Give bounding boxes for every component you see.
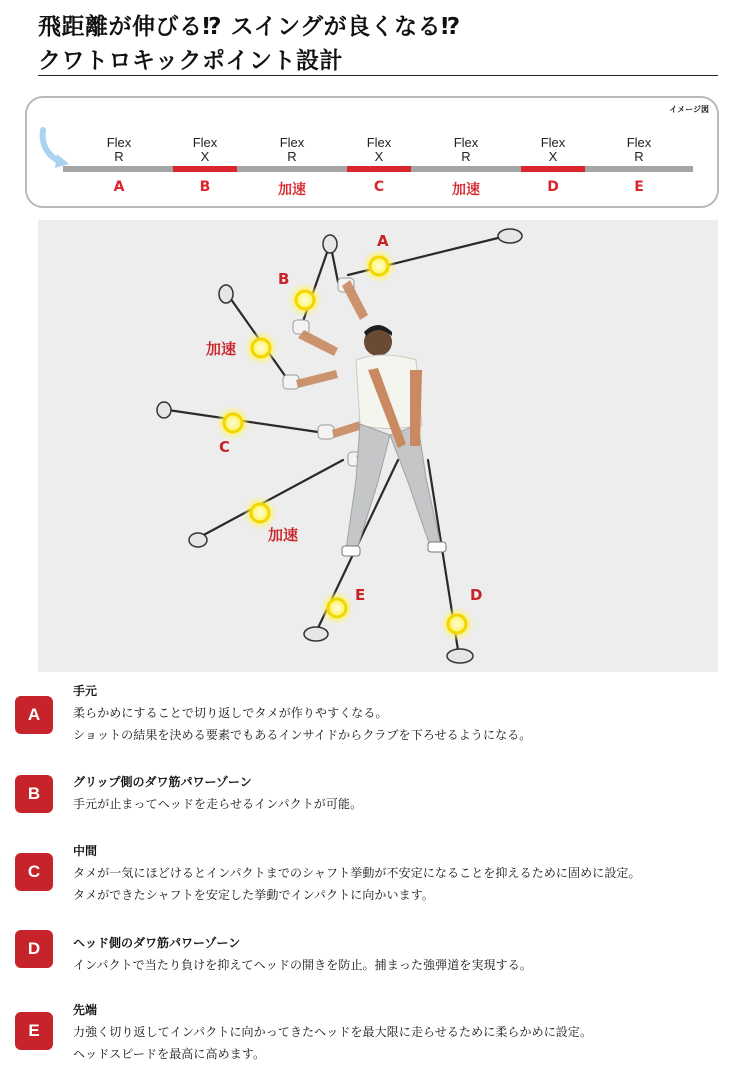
curved-arrow-icon xyxy=(37,126,71,170)
flex-diagram xyxy=(25,96,719,208)
swing-sequence-image xyxy=(38,220,718,672)
image-note: イメージ図 xyxy=(669,105,709,114)
zone-label-d: D xyxy=(547,179,559,195)
description-line: タメが一気にほどけるとインパクトまでのシャフト挙動が不安定になることを抑えるために固めに設定。 xyxy=(73,866,641,880)
flex-label: Flex X xyxy=(192,135,218,164)
flex-label: Flex R xyxy=(106,135,132,164)
description-line: ヘッドスピードを最高に高めます。 xyxy=(73,1047,266,1061)
badge-d: D xyxy=(15,930,53,968)
description-line: ショットの結果を決める要素でもあるインサイドからクラブを下ろせるようになる。 xyxy=(73,728,532,742)
photo-label-b: B xyxy=(278,270,290,288)
stiff-segment-b xyxy=(173,166,237,172)
headline-divider xyxy=(38,75,718,76)
description-line: タメができたシャフトを安定した挙動でインパクトに向かいます。 xyxy=(73,888,434,902)
headline-question: 飛距離が伸びる⁉ スイングが良くなる⁉ xyxy=(38,14,461,40)
flex-label: Flex X xyxy=(366,135,392,164)
description-title: 手元 xyxy=(73,684,98,698)
stiff-segment-c xyxy=(347,166,411,172)
flex-label: Flex R xyxy=(626,135,652,164)
photo-label-e: E xyxy=(355,586,366,604)
description-line: 手元が止まってヘッドを走らせるインパクトが可能。 xyxy=(73,797,363,811)
description-line: 力強く切り返してインパクトに向かってきたヘッドを最大限に走らせるために柔らかめに設定。 xyxy=(73,1025,593,1039)
badge-e: E xyxy=(15,1012,53,1050)
zone-label-b: B xyxy=(199,179,211,195)
description-title: グリップ側のダワ筋パワーゾーン xyxy=(73,775,252,789)
badge-c: C xyxy=(15,853,53,891)
flex-label: Flex X xyxy=(540,135,566,164)
zone-label-c: C xyxy=(373,179,385,195)
badge-b: B xyxy=(15,775,53,813)
description-title: 先端 xyxy=(73,1003,98,1017)
zone-label-a: A xyxy=(113,179,125,195)
description-title: 中間 xyxy=(73,844,98,858)
photo-label-c: C xyxy=(219,438,231,456)
zone-label-accel: 加速 xyxy=(452,182,480,198)
flex-label: Flex R xyxy=(453,135,479,164)
badge-a: A xyxy=(15,696,53,734)
zone-label-e: E xyxy=(634,179,644,195)
description-title: ヘッド側のダワ筋パワーゾーン xyxy=(73,936,241,950)
description-line: インパクトで当たり負けを抑えてヘッドの開きを防止。捕まった強弾道を実現する。 xyxy=(73,958,532,972)
description-line: 柔らかめにすることで切り返しでタメが作りやすくなる。 xyxy=(73,706,388,720)
photo-label-a: A xyxy=(377,232,389,250)
photo-label-d: D xyxy=(470,586,483,604)
photo-label-accel: 加速 xyxy=(268,526,299,544)
swing-illustration xyxy=(38,220,718,672)
zone-label-accel: 加速 xyxy=(278,182,306,198)
flex-label: Flex R xyxy=(279,135,305,164)
stiff-segment-d xyxy=(521,166,585,172)
headline-title: クワトロキックポイント設計 xyxy=(38,48,344,74)
photo-label-accel: 加速 xyxy=(206,340,237,358)
